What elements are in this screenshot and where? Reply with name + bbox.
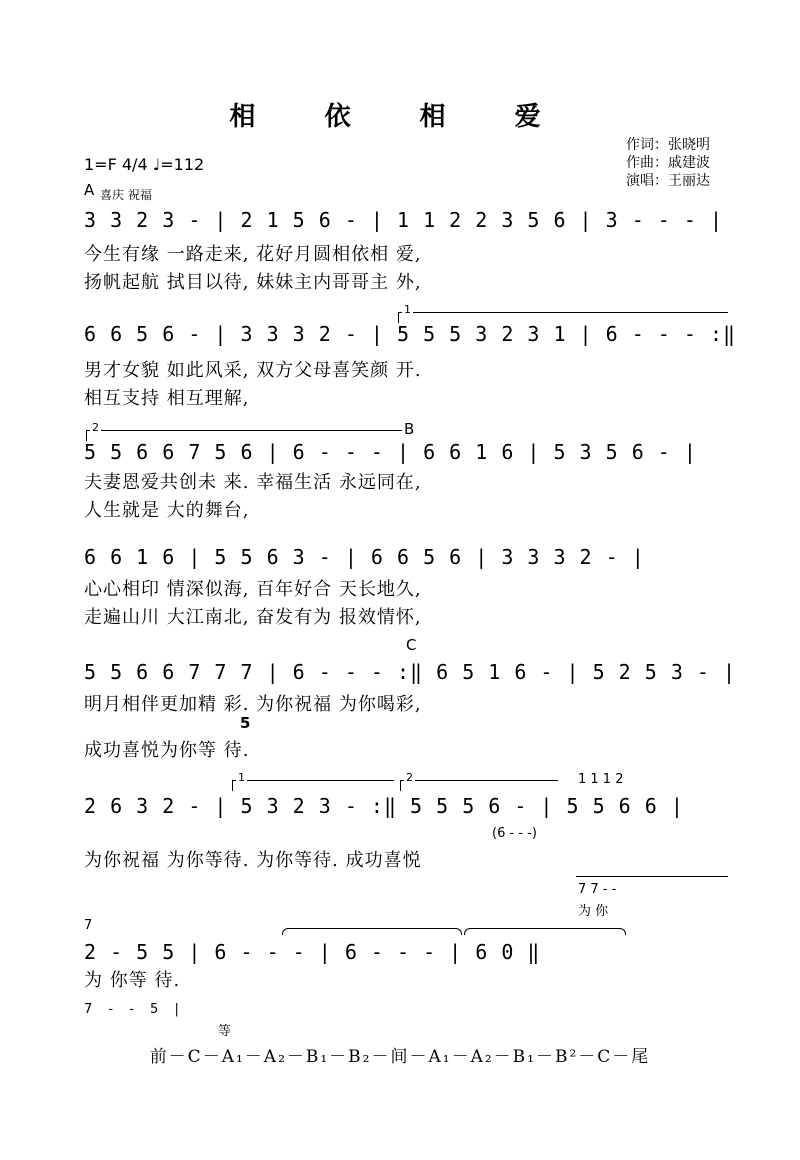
composer-credit: 作曲：戚建波 — [626, 155, 710, 171]
lyrics-row-1-verse-2: 扬帆起航 拭目以待, 妹妹主内哥哥主 外, — [84, 272, 422, 293]
singer-credit: 演唱：王丽达 — [626, 173, 710, 189]
harmony-notes-row-6: 1 1 1 2 — [578, 772, 624, 787]
section-b-label: B — [404, 420, 415, 438]
harmony-word-row-7: 等 — [218, 1024, 232, 1039]
lyrics-row-3-verse-1: 夫妻恩爱共创未 来. 幸福生活 永远同在, — [84, 472, 422, 493]
harmony-tie-line — [576, 876, 728, 877]
tie-slur-1 — [282, 928, 462, 935]
lyrics-row-5-verse-1: 明月相伴更加精 彩. 为你祝福 为你喝彩, — [84, 694, 422, 715]
song-form-sequence: 前－C－A₁－A₂－B₁－B₂－间－A₁－A₂－B₁－B²－C－尾 — [149, 1047, 651, 1067]
harmony-words-row-6: 为 你 — [578, 904, 609, 919]
harmony-rest-row-6: (6 - - -) — [492, 826, 537, 841]
section-a-label: A — [84, 181, 95, 199]
alternate-note-5: 5 — [240, 714, 251, 732]
notation-row-6: 2 6 3 2 - | 5 3 2 3 - :‖ 5 5 5 6 - | 5 5 6 6 | — [84, 794, 684, 818]
notation-row-3: 5 5 6 6 7 5 6 | 6 - - - | 6 6 1 6 | 5 3 5 6 - | — [84, 440, 697, 464]
lyricist-credit: 作词：张晓明 — [626, 137, 710, 153]
lyrics-row-2-verse-1: 男才女貌 如此风采, 双方父母喜笑颜 开. — [84, 360, 422, 381]
lyrics-row-2-verse-2: 相互支持 相互理解, — [84, 388, 250, 409]
tie-slur-2 — [464, 928, 626, 935]
volta-1-bracket: 1 — [398, 312, 728, 323]
notation-row-7: 2 - 5 5 | 6 - - - | 6 - - - | 6 0 ‖ — [84, 940, 541, 964]
lyrics-row-4-verse-2: 走遍山川 大江南北, 奋发有为 报效情怀, — [84, 607, 422, 628]
section-a-expression: 喜庆 祝福 — [100, 188, 152, 202]
volta-2-bracket-row-6: 2 — [400, 780, 558, 791]
volta-2-bracket: 2 — [86, 430, 402, 441]
notation-row-1: 3 3 2 3 - | 2 1 5 6 - | 1 1 2 2 3 5 6 | 3 - - - | — [84, 208, 724, 232]
notation-row-5: 5 5 6 6 7 7 7 | 6 - - - :‖ 6 5 1 6 - | 5 2 5 3 - | — [84, 660, 737, 684]
song-title: 相 依 相 爱 — [229, 102, 571, 132]
notation-row-2: 6 6 5 6 - | 3 3 3 2 - | 5 5 5 3 2 3 1 | 6 - - - :‖ — [84, 322, 737, 346]
lyrics-row-3-verse-2: 人生就是 大的舞台, — [84, 500, 250, 521]
lyrics-row-4-verse-1: 心心相印 情深似海, 百年好合 天长地久, — [84, 579, 422, 600]
lyrics-row-5-verse-2: 成功喜悦为你等 待. — [84, 740, 250, 761]
lyrics-row-7: 为 你等 待. — [84, 970, 181, 991]
key-tempo-marking: 1=F 4/4 ♩=112 — [84, 155, 205, 174]
harmony-note-row-7: 7 — [84, 918, 93, 933]
notation-row-4: 6 6 1 6 | 5 5 6 3 - | 6 6 5 6 | 3 3 3 2 - | — [84, 545, 645, 569]
volta-1-bracket-row-6: 1 — [232, 780, 394, 791]
harmony-line-row-6: 7 7 - - — [578, 882, 617, 897]
lyrics-row-6: 为你祝福 为你等待. 为你等待. 成功喜悦 — [84, 850, 422, 871]
section-c-label: C — [406, 636, 417, 654]
harmony-line-row-7: 7 - - 5 | — [84, 1002, 185, 1017]
lyrics-row-1-verse-1: 今生有缘 一路走来, 花好月圆相依相 爱, — [84, 244, 422, 265]
